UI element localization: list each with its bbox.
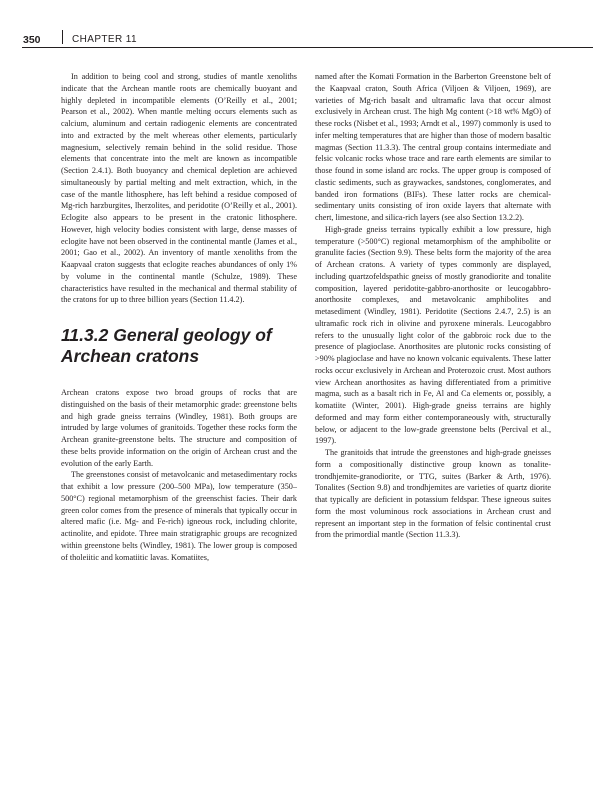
section-heading-line: 11.3.2 General geology of xyxy=(61,325,272,345)
section-heading-line: Archean cratons xyxy=(61,346,200,366)
paragraph: named after the Komati Formation in the Barberton Greenstone belt of the Kaapvaal craton, South Africa (Viljoen & Viljoen, 1969), are varieties of Mg-rich basalt and ultramafic lava that occur almost exclusively in Archean crust. The high Mg content (>18 wt% MgO) of these rocks (Nisbet et al., 1993; Arndt et al., 1997) commonly is used to infer melting temperatures that are higher than those of modern basaltic magmas (Section 11.3.3). The central group contains intermediate and felsic volcanic rocks whose trace and rare earth elements are similar to those found in some island arc rocks. The upper group is composed of clastic sediments, such as graywackes, sandstones, conglomerates, and banded iron formations (BIFs). These latter rocks are chemical-sedimentary units consisting of iron oxide layers that alternate with chert, limestone, and silica-rich layers (see also Section 13.2.2). xyxy=(315,72,551,222)
page-number: 350 xyxy=(23,34,41,46)
paragraph: Archean cratons expose two broad groups of rocks that are distinguished on the basis of their metamorphic grade: greenstone belts and high grade gneiss terrains (Windley, 1981). Both groups are intruded by large volumes of granitoids. Together these rocks form the Archean granite-greenstone belts. The structure and composition of these belts provide information on the origin of Archean crust and the evolution of the early Earth. xyxy=(61,388,297,468)
left-column xyxy=(61,71,297,563)
running-head: CHAPTER 11 xyxy=(72,34,137,45)
header-divider xyxy=(62,30,63,44)
section-heading xyxy=(61,325,297,367)
right-column xyxy=(315,71,551,541)
header-rule xyxy=(22,47,593,48)
page-header xyxy=(0,0,615,70)
paragraph: The granitoids that intrude the greenstones and high-grade gneisses form a compositionally distinctive group known as tonalite-trondhjemite-granodiorite, or TTG, suites (Barker & Arth, 1976). Tonalites (Section 9.8) and trondhjemites are varieties of quartz diorite that typically are deficient in potassium feldspar. These igneous suites form the most voluminous rock associations in Archean crust and represent an important step in the formation of felsic continental crust from the primordial mantle (Section 11.3.3). xyxy=(315,448,551,540)
paragraph: In addition to being cool and strong, studies of mantle xenoliths indicate that the Archean mantle roots are chemically buoyant and highly depleted in incompatible elements (O’Reilly et al., 2001; Pearson et al., 2002). When mantle melting occurs elements such as calcium, aluminum and certain radiogenic elements are concentrated into and extracted by the melt whereas other elements, particularly magnesium, selectively remain behind in the solid residue. Those elements that concentrate into the melt are known as incompatible (Section 2.4.1). Both buoyancy and chemical depletion are achieved simultaneously by partial melting and melt extraction, which, in the case of the mantle lithosphere, has left behind a residue composed of Mg-rich harzburgites, lherzolites, and peridotite (O’Reilly et al., 2001). Eclogite also appears to be present in the cratonic lithosphere. However, high velocity bodies consistent with large, dense masses of eclogite have not been observed in the continental mantle (James et al., 2001; Gao et al., 2002). An inventory of mantle xenoliths from the Kaapvaal craton suggests that eclogite reaches abundances of only 1% by volume in the continental mantle (Schulze, 1989). These characteristics have resulted in the mechanical and thermal stability of the cratons for up to three billion years (Section 11.4.2). xyxy=(61,72,297,305)
paragraph: The greenstones consist of metavolcanic and metasedimentary rocks that exhibit a low pressure (200–500 MPa), low temperature (350–500°C) regional metamorphism of the greenschist facies. Their dark green color comes from the presence of minerals that typically occur in altered mafic (i.e. Mg- and Fe-rich) igneous rock, including chlorite, actinolite, and epidote. Three main stratigraphic groups are recognized within greenstone belts (Windley, 1981). The lower group is composed of tholeiitic and komatiitic lavas. Komatiites, xyxy=(61,470,297,562)
paragraph: High-grade gneiss terrains typically exhibit a low pressure, high temperature (>500°C) regional metamorphism of the amphibolite or granulite facies (Section 9.9). These belts form the majority of the area of Archean cratons. A variety of types commonly are displayed, including quartzofeldspathic gneiss of mostly granodiorite and tonalite composition, layered peridotite-gabbro-anorthosite or leucogabbro-anorthosite complexes, and metavolcanic amphibolites and metasediment (Windley, 1981). Peridotite (Sections 2.4.7, 2.5) is an ultramafic rock rich in olivine and pyroxene minerals. Leucogabbro refers to the unusually light color of the gabbroic rock due to the presence of plagioclase. Anorthosites are plutonic rocks consisting of >90% plagioclase and have no known volcanic equivalents. These latter rocks occur exclusively in Archean and Proterozoic crust. Most authors view Archean anorthosites as having differentiated from a primitive magma, such as a basalt rich in Fe, Al and Ca elements or, possibly, a komatiite (Winter, 2001). High-grade gneiss terrains are highly deformed and may form either contemporaneously with, structurally below, or adjacent to the low-grade greenstone belts (Percival et al., 1997). xyxy=(315,224,551,446)
